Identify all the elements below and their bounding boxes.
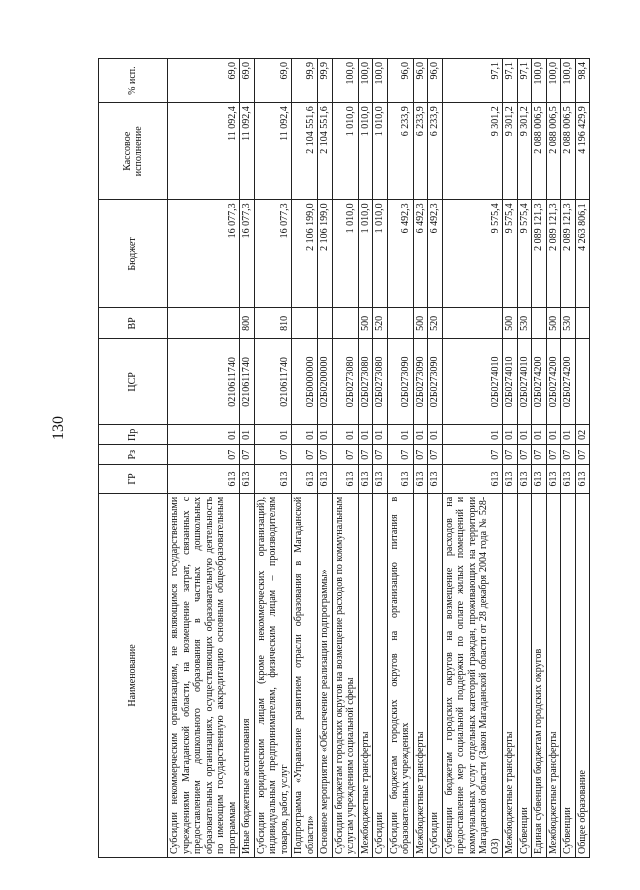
cell-pct: 98,4 bbox=[575, 59, 590, 103]
cell-kassa: 6 233,9 bbox=[387, 103, 413, 200]
cell-name: Субсидии некоммерческим организациям, не являющимся государственными учреждениями Магаданской области, на возмещение затрат, связанных с предоставлением дошкольного образования в частных дошкольных образовательных организациях, осуществляющих образовательную деятельность по имеющим государственную аккредитацию основным общеобразовательным программам bbox=[168, 493, 240, 857]
cell-csr: 02Б0274010 bbox=[442, 339, 503, 425]
cell-pct: 69,0 bbox=[240, 59, 255, 103]
cell-pr: 01 bbox=[546, 425, 561, 445]
cell-gr: 613 bbox=[517, 465, 532, 494]
table-row bbox=[168, 59, 240, 858]
cell-csr: 02Б0000000 bbox=[292, 339, 318, 425]
table-row bbox=[561, 59, 576, 858]
cell-budget: 4 263 806,1 bbox=[575, 200, 590, 308]
table-row bbox=[358, 59, 373, 858]
cell-gr: 613 bbox=[240, 465, 255, 494]
cell-gr: 613 bbox=[413, 465, 428, 494]
cell-rz: 07 bbox=[561, 445, 576, 465]
cell-name: Субсидии бюджетам городских округов на возмещение расходов по коммунальным услугам учреждениям социальной сферы bbox=[332, 493, 358, 857]
cell-pr: 01 bbox=[292, 425, 318, 445]
cell-pct: 100,0 bbox=[561, 59, 576, 103]
table-row bbox=[575, 59, 590, 858]
cell-kassa: 9 301,2 bbox=[517, 103, 532, 200]
rotated-page bbox=[98, 58, 618, 858]
cell-rz: 07 bbox=[503, 445, 518, 465]
cell-rz: 07 bbox=[413, 445, 428, 465]
header-rz: Рз bbox=[99, 445, 168, 465]
cell-kassa: 1 010,0 bbox=[373, 103, 388, 200]
table-row bbox=[517, 59, 532, 858]
cell-name: Межбюджетные трансферты bbox=[358, 493, 373, 857]
cell-name: Субвенции bbox=[561, 493, 576, 857]
cell-budget: 6 492,3 bbox=[428, 200, 443, 308]
header-gr: ГР bbox=[99, 465, 168, 494]
cell-pct: 96,0 bbox=[428, 59, 443, 103]
cell-name: Межбюджетные трансферты bbox=[413, 493, 428, 857]
header-csr: ЦСР bbox=[99, 339, 168, 425]
cell-budget: 16 077,3 bbox=[168, 200, 240, 308]
cell-csr: 02Б0273090 bbox=[387, 339, 413, 425]
cell-name: Субвенции bbox=[517, 493, 532, 857]
table-header-row bbox=[99, 59, 168, 858]
cell-vr bbox=[292, 308, 318, 339]
cell-pct: 69,0 bbox=[254, 59, 292, 103]
cell-pr: 01 bbox=[442, 425, 503, 445]
cell-vr: 500 bbox=[503, 308, 518, 339]
table-row bbox=[428, 59, 443, 858]
cell-kassa: 4 196 429,9 bbox=[575, 103, 590, 200]
cell-csr: 02Б0274200 bbox=[532, 339, 547, 425]
cell-vr: 530 bbox=[561, 308, 576, 339]
cell-name: Иные бюджетные ассигнования bbox=[240, 493, 255, 857]
cell-gr: 613 bbox=[561, 465, 576, 494]
cell-pr: 01 bbox=[373, 425, 388, 445]
cell-budget: 9 575,4 bbox=[503, 200, 518, 308]
cell-budget: 16 077,3 bbox=[254, 200, 292, 308]
cell-pct: 100,0 bbox=[358, 59, 373, 103]
header-pct: % исп. bbox=[99, 59, 168, 103]
cell-gr: 613 bbox=[503, 465, 518, 494]
cell-rz: 07 bbox=[428, 445, 443, 465]
cell-rz: 07 bbox=[332, 445, 358, 465]
cell-csr: 02Б0274200 bbox=[561, 339, 576, 425]
table-row bbox=[292, 59, 318, 858]
cell-name: Подпрограмма «Управление развитием отрасли образования в Магаданской области» bbox=[292, 493, 318, 857]
cell-csr: 02Б0273080 bbox=[358, 339, 373, 425]
cell-kassa: 2 088 006,5 bbox=[532, 103, 547, 200]
cell-gr: 613 bbox=[532, 465, 547, 494]
cell-kassa: 2 104 551,6 bbox=[318, 103, 333, 200]
cell-pr: 01 bbox=[318, 425, 333, 445]
table-row bbox=[318, 59, 333, 858]
table-row bbox=[240, 59, 255, 858]
cell-pr: 01 bbox=[503, 425, 518, 445]
cell-pr: 01 bbox=[532, 425, 547, 445]
cell-vr bbox=[387, 308, 413, 339]
cell-pr: 01 bbox=[240, 425, 255, 445]
cell-rz: 07 bbox=[240, 445, 255, 465]
cell-pct: 97,1 bbox=[517, 59, 532, 103]
cell-csr: 02Б0274010 bbox=[517, 339, 532, 425]
cell-budget: 2 106 199,0 bbox=[318, 200, 333, 308]
cell-name: Субсидии юридическим лицам (кроме некоммерческих организаций), индивидуальным предпринимателям, физическим лицам – производителям товаров, работ, услуг bbox=[254, 493, 292, 857]
cell-kassa: 9 301,2 bbox=[442, 103, 503, 200]
cell-pct: 97,1 bbox=[503, 59, 518, 103]
cell-pct: 100,0 bbox=[546, 59, 561, 103]
table-row bbox=[332, 59, 358, 858]
cell-vr: 500 bbox=[546, 308, 561, 339]
table-row bbox=[503, 59, 518, 858]
cell-rz: 07 bbox=[254, 445, 292, 465]
cell-csr: 02Б0273090 bbox=[428, 339, 443, 425]
header-pr: Пр bbox=[99, 425, 168, 445]
cell-rz: 07 bbox=[358, 445, 373, 465]
table-row bbox=[413, 59, 428, 858]
cell-gr: 613 bbox=[254, 465, 292, 494]
cell-gr: 613 bbox=[358, 465, 373, 494]
cell-csr: 02Б0273090 bbox=[413, 339, 428, 425]
cell-vr bbox=[332, 308, 358, 339]
cell-budget: 2 089 121,3 bbox=[532, 200, 547, 308]
cell-rz: 07 bbox=[373, 445, 388, 465]
cell-pr: 01 bbox=[428, 425, 443, 445]
page-number: 130 bbox=[50, 416, 67, 440]
cell-vr bbox=[575, 308, 590, 339]
cell-budget: 16 077,3 bbox=[240, 200, 255, 308]
cell-rz: 07 bbox=[292, 445, 318, 465]
header-name: Наименование bbox=[99, 493, 168, 857]
cell-gr: 613 bbox=[332, 465, 358, 494]
cell-rz: 07 bbox=[575, 445, 590, 465]
cell-pct: 96,0 bbox=[413, 59, 428, 103]
cell-vr bbox=[442, 308, 503, 339]
cell-kassa: 9 301,2 bbox=[503, 103, 518, 200]
cell-name: Субсидии bbox=[428, 493, 443, 857]
cell-csr: 02Б0200000 bbox=[318, 339, 333, 425]
table-row bbox=[442, 59, 503, 858]
cell-budget: 2 089 121,3 bbox=[546, 200, 561, 308]
cell-name: Субсидии bbox=[373, 493, 388, 857]
table-row bbox=[387, 59, 413, 858]
cell-budget: 9 575,4 bbox=[442, 200, 503, 308]
cell-rz: 07 bbox=[546, 445, 561, 465]
cell-gr: 613 bbox=[387, 465, 413, 494]
cell-budget: 2 089 121,3 bbox=[561, 200, 576, 308]
cell-rz: 07 bbox=[318, 445, 333, 465]
cell-gr: 613 bbox=[442, 465, 503, 494]
cell-gr: 613 bbox=[575, 465, 590, 494]
cell-csr: 02Б0273080 bbox=[373, 339, 388, 425]
cell-vr: 520 bbox=[373, 308, 388, 339]
cell-rz: 07 bbox=[517, 445, 532, 465]
cell-pr: 01 bbox=[332, 425, 358, 445]
cell-csr: 02Б0273080 bbox=[332, 339, 358, 425]
cell-name: Субсидии бюджетам городских округов на организацию питания в образовательных учреждениях bbox=[387, 493, 413, 857]
cell-pr: 01 bbox=[358, 425, 373, 445]
cell-pct: 97,1 bbox=[442, 59, 503, 103]
cell-budget: 9 575,4 bbox=[517, 200, 532, 308]
cell-rz: 07 bbox=[387, 445, 413, 465]
cell-kassa: 2 088 006,5 bbox=[561, 103, 576, 200]
table-row bbox=[254, 59, 292, 858]
cell-csr bbox=[575, 339, 590, 425]
cell-pr: 01 bbox=[413, 425, 428, 445]
cell-name: Субвенции бюджетам городских округов на возмещение расходов на предоставление мер социальной поддержки по оплате жилых помещений и коммунальных услуг отдельных категорий граждан, проживающих на территории Магаданской области (Закон Магаданской области от 28 декабря 2004 года № 528-ОЗ) bbox=[442, 493, 503, 857]
cell-vr bbox=[168, 308, 240, 339]
cell-budget: 1 010,0 bbox=[332, 200, 358, 308]
cell-rz: 07 bbox=[532, 445, 547, 465]
cell-vr: 500 bbox=[413, 308, 428, 339]
cell-vr: 800 bbox=[240, 308, 255, 339]
cell-budget: 1 010,0 bbox=[373, 200, 388, 308]
cell-pct: 100,0 bbox=[373, 59, 388, 103]
cell-rz: 07 bbox=[168, 445, 240, 465]
cell-kassa: 1 010,0 bbox=[358, 103, 373, 200]
cell-pct: 96,0 bbox=[387, 59, 413, 103]
header-kassa: Кассовое исполнение bbox=[99, 103, 168, 200]
cell-pr: 02 bbox=[575, 425, 590, 445]
cell-pr: 01 bbox=[168, 425, 240, 445]
cell-csr: 0210611740 bbox=[240, 339, 255, 425]
cell-pr: 01 bbox=[517, 425, 532, 445]
cell-pct: 99,9 bbox=[292, 59, 318, 103]
cell-pct: 100,0 bbox=[532, 59, 547, 103]
cell-budget: 1 010,0 bbox=[358, 200, 373, 308]
cell-name: Межбюджетные трансферты bbox=[546, 493, 561, 857]
cell-vr: 500 bbox=[358, 308, 373, 339]
cell-gr: 613 bbox=[168, 465, 240, 494]
cell-vr: 520 bbox=[428, 308, 443, 339]
table-row bbox=[546, 59, 561, 858]
cell-pct: 100,0 bbox=[332, 59, 358, 103]
budget-table bbox=[98, 58, 590, 858]
cell-kassa: 6 233,9 bbox=[413, 103, 428, 200]
cell-budget: 2 106 199,0 bbox=[292, 200, 318, 308]
cell-kassa: 6 233,9 bbox=[428, 103, 443, 200]
header-budget: Бюджет bbox=[99, 200, 168, 308]
cell-name: Межбюджетные трансферты bbox=[503, 493, 518, 857]
header-vr: ВР bbox=[99, 308, 168, 339]
cell-pr: 01 bbox=[254, 425, 292, 445]
cell-kassa: 2 088 006,5 bbox=[546, 103, 561, 200]
cell-name: Единая субвенция бюджетам городских округов bbox=[532, 493, 547, 857]
cell-vr bbox=[532, 308, 547, 339]
table-row bbox=[373, 59, 388, 858]
cell-csr: 02Б0274010 bbox=[503, 339, 518, 425]
cell-kassa: 11 092,4 bbox=[240, 103, 255, 200]
cell-csr: 0210611740 bbox=[254, 339, 292, 425]
cell-pr: 01 bbox=[561, 425, 576, 445]
cell-gr: 613 bbox=[373, 465, 388, 494]
cell-rz: 07 bbox=[442, 445, 503, 465]
cell-budget: 6 492,3 bbox=[387, 200, 413, 308]
cell-vr: 810 bbox=[254, 308, 292, 339]
cell-gr: 613 bbox=[428, 465, 443, 494]
cell-csr: 02Б0274200 bbox=[546, 339, 561, 425]
cell-kassa: 11 092,4 bbox=[254, 103, 292, 200]
cell-gr: 613 bbox=[318, 465, 333, 494]
cell-kassa: 11 092,4 bbox=[168, 103, 240, 200]
cell-name: Основное мероприятие «Обеспечение реализации подпрограммы» bbox=[318, 493, 333, 857]
cell-pr: 01 bbox=[387, 425, 413, 445]
cell-csr: 0210611740 bbox=[168, 339, 240, 425]
cell-gr: 613 bbox=[292, 465, 318, 494]
table-row bbox=[532, 59, 547, 858]
cell-name: Общее образование bbox=[575, 493, 590, 857]
cell-vr: 530 bbox=[517, 308, 532, 339]
cell-kassa: 1 010,0 bbox=[332, 103, 358, 200]
cell-pct: 99,9 bbox=[318, 59, 333, 103]
cell-gr: 613 bbox=[546, 465, 561, 494]
cell-vr bbox=[318, 308, 333, 339]
cell-kassa: 2 104 551,6 bbox=[292, 103, 318, 200]
cell-budget: 6 492,3 bbox=[413, 200, 428, 308]
cell-pct: 69,0 bbox=[168, 59, 240, 103]
